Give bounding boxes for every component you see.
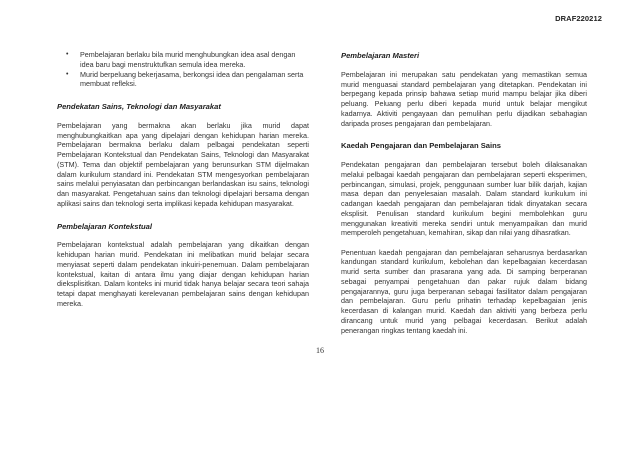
section-body-stm: Pembelajaran yang bermakna akan berlaku jika murid dapat menghubungkaitkan apa yang dipelajari dengan kehidupan harian mereka. Pembelajaran bermakna berlaku dalam pelbagai pendekatan seperti Pembelajaran Kontekstual dan Pendekatan Sains, Teknologi dan Masyarakat (STM). Tema dan objektif pembelajaran yang berunsurkan STM dijelmakan dalam kurikulum standard ini. Pendekatan STM mengesyorkan pembelajaran sains melalui penyiasatan dan perbincangan berlandaskan isu sains, teknologi dan masyarakat. Pengetahuan sains dan teknologi dipelajari bersama dengan aplikasi sains dan teknologi serta implikasi kepada kehidupan masyarakat.: [57, 120, 309, 208]
bullet-list: [57, 50, 309, 89]
section-heading-kaedah: Kaedah Pengajaran dan Pembelajaran Sains: [341, 141, 501, 151]
bullet-icon: •: [66, 70, 69, 78]
section-heading-kontekstual: Pembelajaran Kontekstual: [57, 221, 152, 231]
bullet-item: [57, 70, 309, 90]
bullet-text: Pembelajaran berlaku bila murid menghubungkan idea asal dengan idea baru bagi menstruktufkan semula idea mereka.: [80, 50, 296, 69]
section-paragraph-kaedah-2: Penentuan kaedah pengajaran dan pembelajaran seharusnya berdasarkan kandungan standard kurikulum, kebolehan dan kepelbagaian kecerdasan murid serta sumber dan prasarana yang ada. Di samping berperanan sebagai penyampai pengetahuan dan pakar rujuk dalam bidang pengajarannya, guru juga berperanan sebagai fasilitator dalam pengajaran dan pembelajaran. Guru perlu prihatin terhadap kepelbagaian jenis kecerdasan di kalangan murid. Kaedah dan aktiviti yang berbeza perlu dirancang untuk murid yang pelbagai kecerdasan. Berikut adalah penerangan ringkas tentang kaedah ini.: [341, 247, 587, 335]
section-body-kontekstual: Pembelajaran kontekstual adalah pembelajaran yang dikaitkan dengan kehidupan harian murid. Pendekatan ini melibatkan murid belajar secara menyiasat seperti dalam pendekatan inkuiri-penemuan. Dalam pembelajaran kontekstual, kaitan di antara ilmu yang diajar dengan kehidupan harian dieksplisitkan. Dalam konteks ini murid tidak hanya belajar secara teori sahaja tetapi dapat menghayati kerelevanan pembelajaran sains dengan kehidupan mereka.: [57, 240, 309, 308]
draft-code: DRAF220212: [555, 14, 602, 23]
page-number: 16: [316, 346, 324, 355]
bullet-item: [57, 50, 309, 70]
section-heading-stm: Pendekatan Sains, Teknologi dan Masyarakat: [57, 102, 221, 111]
section-body-masteri: Pembelajaran ini merupakan satu pendekatan yang memastikan semua murid menguasai standard pembelajaran yang ditetapkan. Pendekatan ini berpegang kepada prinsip bahawa setiap murid mampu belajar jika diberi peluang. Peluang perlu diberi kepada murid untuk belajar mengikut kadarnya. Aktiviti pengayaan dan pemulihan perlu dijadikan sebahagian daripada proses pengajaran dan pembelajaran.: [341, 69, 587, 128]
section-paragraph-kaedah-1: Pendekatan pengajaran dan pembelajaran tersebut boleh dilaksanakan melalui pelbagai kaedah pengajaran dan pembelajaran seperti eksperimen, perbincangan, simulasi, projek, penggunaan sumber luar bilik darjah, kajian masa depan dan penyelesaian masalah. Dalam standard kurikulum ini cadangan kaedah pengajaran dan pembelajaran tidak dinyatakan secara eksplisit. Penulisan standard kurikulum begini membolehkan guru menggunakan kreativiti mereka sendiri untuk menyampaikan dan murid memperoleh pengetahuan, kemahiran, sikap dan nilai yang dihasratkan.: [341, 160, 587, 238]
bullet-icon: •: [66, 51, 69, 58]
right-column: [341, 51, 587, 345]
left-column: [57, 50, 309, 318]
bullet-text: Murid berpeluang bekerjasama, berkongsi idea dan pengalaman serta membuat refleksi.: [80, 69, 304, 89]
section-heading-masteri: Pembelajaran Masteri: [341, 51, 420, 60]
